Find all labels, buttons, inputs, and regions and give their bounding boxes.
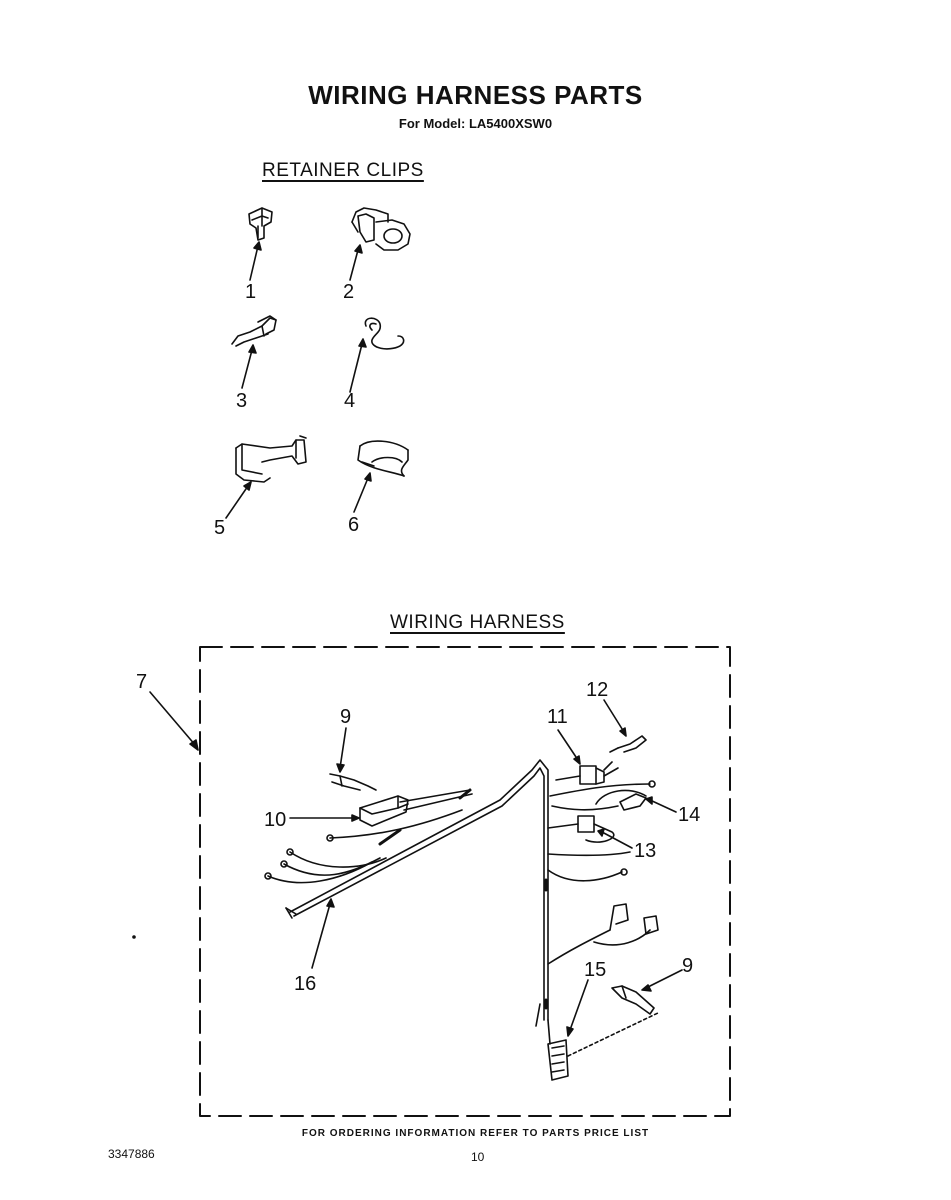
leader-14-arrowhead	[646, 797, 652, 804]
terminal-12	[604, 736, 646, 770]
page-title: WIRING HARNESS PARTS	[308, 80, 643, 110]
leader-12	[604, 700, 624, 732]
clip-2-arrow	[350, 250, 358, 280]
callout-10: 10	[264, 809, 287, 831]
leader-11-arrowhead	[574, 756, 580, 764]
callout-7: 7	[136, 671, 148, 693]
harness-dashed-frame	[200, 647, 730, 1116]
retainer-clips-heading: RETAINER CLIPS	[262, 160, 424, 181]
leader-9-upper-arrowhead	[337, 764, 344, 772]
ordering-note: FOR ORDERING INFORMATION REFER TO PARTS PRICE LIST	[301, 1128, 650, 1139]
clip-1-arrow	[250, 246, 258, 280]
clip-2-arrowhead	[355, 245, 362, 253]
connector-15	[548, 1012, 660, 1080]
leader-10-arrowhead	[352, 815, 359, 821]
leader-15	[570, 980, 588, 1030]
clip-6-drawing	[358, 441, 408, 476]
clip-6-arrow	[354, 478, 368, 512]
clip-1-arrowhead	[254, 242, 261, 250]
callout-6: 6	[348, 514, 360, 536]
callout-9-upper: 9	[340, 706, 352, 728]
terminal-9-upper	[330, 774, 376, 790]
callout-3: 3	[236, 390, 248, 412]
leader-16-arrowhead	[327, 899, 334, 907]
leader-7	[150, 692, 196, 746]
model-subtitle: For Model: LA5400XSW0	[398, 116, 553, 131]
leader-11	[558, 730, 578, 760]
callout-11: 11	[547, 706, 568, 728]
terminal-14	[550, 781, 655, 810]
wiring-harness-heading: WIRING HARNESS	[390, 612, 565, 633]
callout-16: 16	[294, 973, 317, 995]
stray-mark	[133, 936, 135, 938]
callout-9-lower: 9	[682, 955, 694, 977]
harness-wires-right	[548, 852, 658, 964]
callout-14: 14	[678, 804, 701, 826]
clip-3-arrowhead	[249, 345, 256, 353]
connector-11	[556, 766, 618, 784]
harness-wires-left	[265, 790, 472, 883]
leader-12-arrowhead	[620, 728, 626, 736]
callout-1: 1	[245, 281, 257, 303]
connector-10	[360, 796, 408, 826]
document-number: 3347886	[108, 1147, 155, 1161]
callout-4: 4	[344, 390, 356, 412]
clip-1-drawing	[249, 208, 272, 240]
harness-trunk	[286, 760, 548, 1026]
callout-2: 2	[343, 281, 355, 303]
leader-9-upper	[340, 728, 346, 768]
clip-3-arrow	[242, 350, 252, 388]
leader-9-lower	[646, 970, 682, 988]
clip-5-drawing	[236, 436, 306, 482]
clip-4-arrowhead	[359, 339, 366, 347]
clip-2-drawing	[352, 208, 410, 250]
clip-3-drawing	[232, 316, 276, 346]
clip-6-arrowhead	[365, 473, 371, 481]
callout-13: 13	[634, 840, 657, 862]
clip-5-arrowhead	[244, 482, 251, 490]
clip-5-arrow	[226, 486, 248, 518]
leader-14	[650, 800, 676, 812]
callout-15: 15	[584, 959, 607, 981]
callout-5: 5	[214, 517, 226, 539]
callout-12: 12	[586, 679, 609, 701]
page-number: 10	[471, 1150, 485, 1164]
leader-15-arrowhead	[567, 1027, 573, 1036]
leader-13-arrowhead	[598, 829, 604, 836]
clip-4-drawing	[365, 318, 403, 349]
clip-4-arrow	[350, 344, 362, 392]
leader-16	[312, 904, 330, 968]
